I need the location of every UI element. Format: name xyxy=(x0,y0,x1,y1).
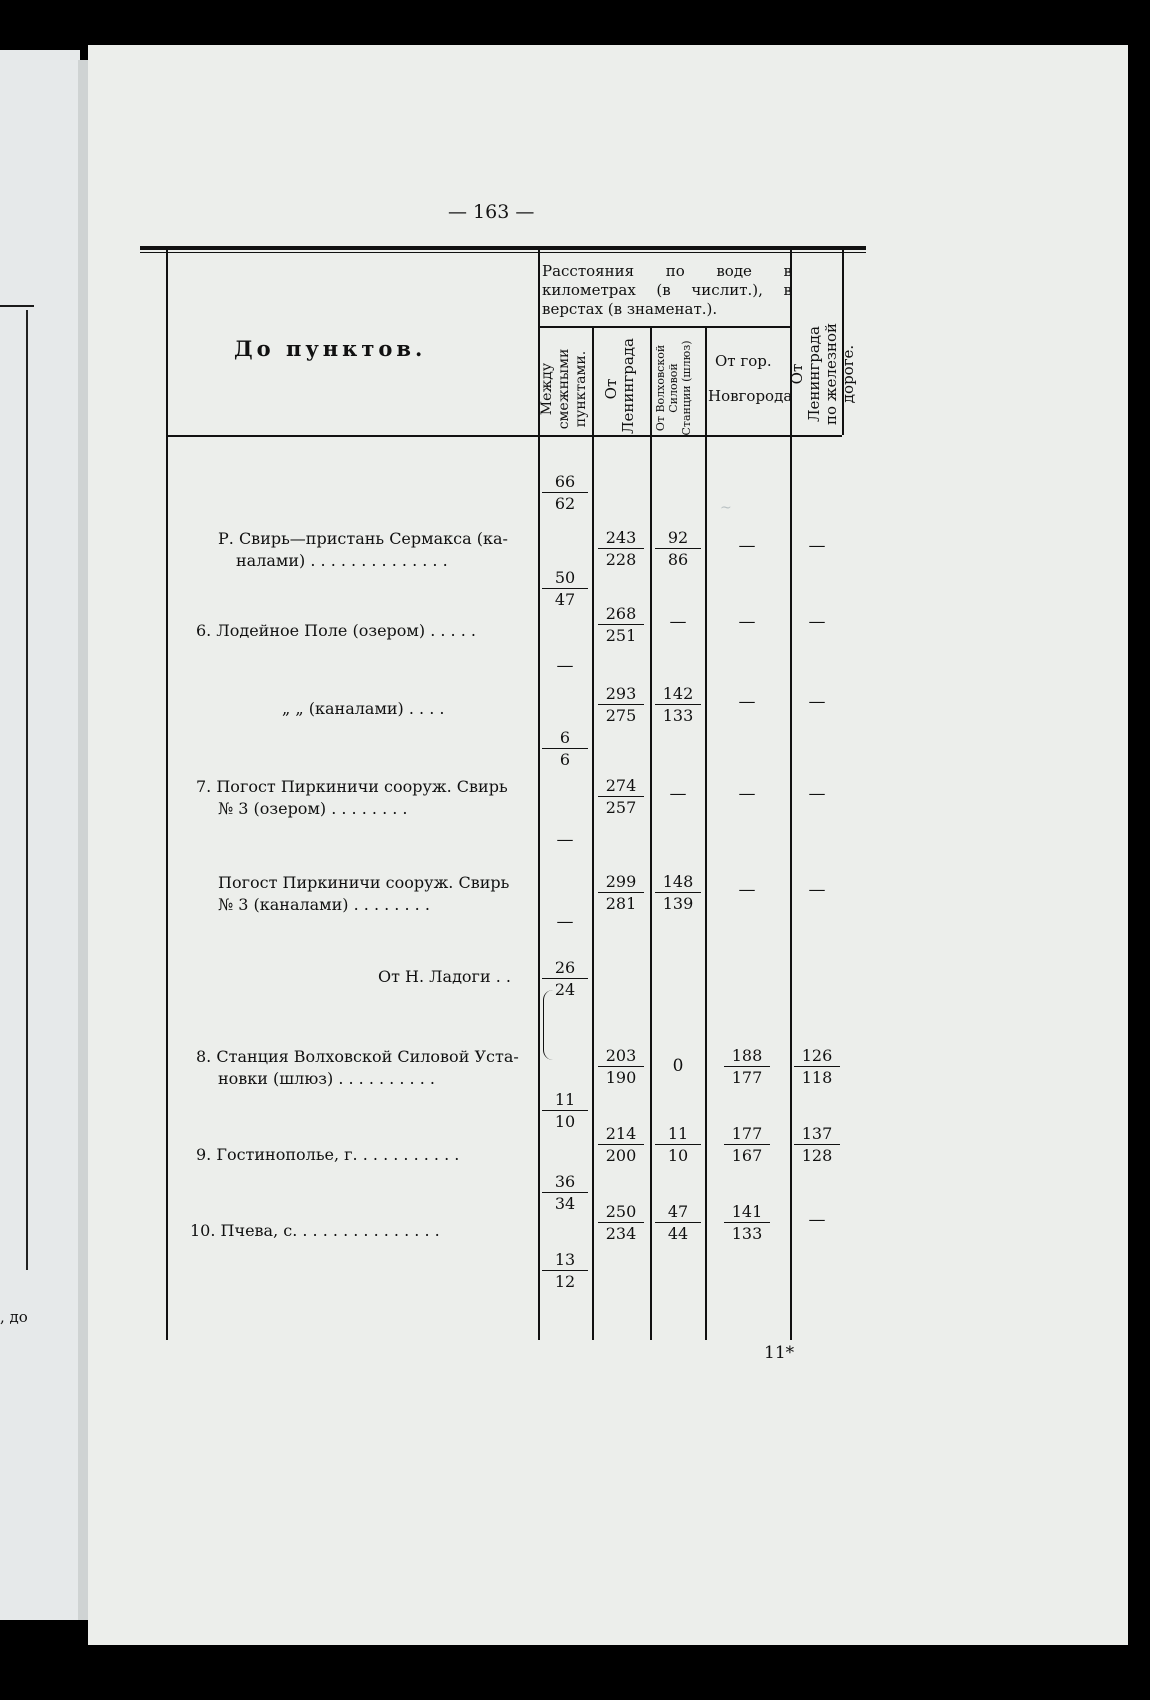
row-label: 6. Лодейное Поле (озером) . . . . . xyxy=(196,621,476,640)
distance-from-novgorod: $\frac{177}{167}$ xyxy=(724,1124,770,1165)
distance-from-volkhov: — xyxy=(669,784,687,804)
distance-from-novgorod: — xyxy=(738,612,756,632)
distance-from-novgorod: — xyxy=(738,880,756,900)
row-label: „ „ (каналами) . . . . xyxy=(282,699,445,718)
distance-from-volkhov: $\frac{47}{44}$ xyxy=(655,1202,701,1243)
distance-by-rail: — xyxy=(808,612,826,632)
header-destinations: До пунктов. xyxy=(234,336,427,361)
distance-from-leningrad: $\frac{299}{281}$ xyxy=(598,872,644,913)
distance-from-volkhov: $\frac{148}{139}$ xyxy=(655,872,701,913)
col-divider-adjacent xyxy=(592,328,594,1340)
distance-by-rail: — xyxy=(808,1210,826,1230)
distance-from-novgorod: — xyxy=(738,784,756,804)
left-page-column-line xyxy=(26,310,28,1270)
header-bottom-rule xyxy=(166,435,842,437)
distance-from-leningrad: $\frac{268}{251}$ xyxy=(598,604,644,645)
left-page-text-fragment: , до xyxy=(0,1308,28,1326)
table-top-rule xyxy=(140,246,866,250)
table-top-rule-thin xyxy=(140,252,866,253)
adjacent-distance-dash: — xyxy=(556,830,574,850)
adjacent-distance: $\frac{26}{24}$ xyxy=(542,958,588,999)
col-divider-volkhov xyxy=(705,328,707,1340)
distance-from-leningrad: $\frac{214}{200}$ xyxy=(598,1124,644,1165)
distance-from-leningrad: $\frac{274}{257}$ xyxy=(598,776,644,817)
row-label: 10. Пчева, с. . . . . . . . . . . . . . . xyxy=(190,1221,440,1240)
adjacent-distance: $\frac{11}{10}$ xyxy=(542,1090,588,1131)
row-label: Р. Свирь—пристань Сермакса (ка- налами) . . . . . . . . . . . . . . xyxy=(218,529,508,570)
adjacent-distance-dash: — xyxy=(556,656,574,676)
distance-by-rail: — xyxy=(808,692,826,712)
header-from-town: От гор. xyxy=(715,352,772,370)
adjacent-distance: $\frac{50}{47}$ xyxy=(542,568,588,609)
row-label: 7. Погост Пиркиничи сооруж. Свирь № 3 (озером) . . . . . . . . xyxy=(196,777,508,818)
distance-from-volkhov: $\frac{92}{86}$ xyxy=(655,528,701,569)
table-left-border xyxy=(166,250,168,1340)
header-rail-from-leningrad: От Ленинграда по железной дороге. xyxy=(788,322,857,426)
distance-from-volkhov: — xyxy=(669,612,687,632)
adjacent-distance: $\frac{66}{62}$ xyxy=(542,472,588,513)
row-label: 9. Гостинополье, г. . . . . . . . . . . xyxy=(196,1145,460,1164)
left-page xyxy=(0,50,80,1620)
distance-from-leningrad: $\frac{243}{228}$ xyxy=(598,528,644,569)
signature-mark: 11* xyxy=(764,1343,795,1363)
row-label: Погост Пиркиничи сооруж. Свирь № 3 (каналами) . . . . . . . . xyxy=(218,873,510,914)
adjacent-distance: $\frac{6}{6}$ xyxy=(542,728,588,769)
header-distances-by-water: Расстояния по воде в километрах (в числит.), в верстах (в знаменат.). xyxy=(542,262,792,318)
adjacent-distance-dash: — xyxy=(556,912,574,932)
group-header-rule xyxy=(538,326,790,328)
distance-by-rail: $\frac{137}{128}$ xyxy=(794,1124,840,1165)
row-label: От Н. Ладоги . . xyxy=(378,967,511,986)
table-right-border xyxy=(842,250,844,435)
left-page-rule xyxy=(0,305,34,307)
distance-from-leningrad: $\frac{250}{234}$ xyxy=(598,1202,644,1243)
distance-by-rail: — xyxy=(808,784,826,804)
brace xyxy=(543,990,558,1060)
col-divider-leningrad xyxy=(650,328,652,1340)
distance-from-leningrad: $\frac{203}{190}$ xyxy=(598,1046,644,1087)
distance-from-novgorod: — xyxy=(738,536,756,556)
distance-by-rail: — xyxy=(808,880,826,900)
row-label: 8. Станция Волховской Силовой Уста- новки (шлюз) . . . . . . . . . . xyxy=(196,1047,519,1088)
header-from-volkhov: От Волховской Силовой Станции (шлюз) xyxy=(654,340,693,436)
distance-by-rail: $\frac{126}{118}$ xyxy=(794,1046,840,1087)
header-from-leningrad: От Ленинграда xyxy=(602,338,637,434)
distance-from-volkhov: $\frac{11}{10}$ xyxy=(655,1124,701,1165)
header-novgorod: Новгорода xyxy=(708,387,793,405)
distance-by-rail: — xyxy=(808,536,826,556)
adjacent-distance: $\frac{36}{34}$ xyxy=(542,1172,588,1213)
header-between-adjacent: Между смежными пунктами. xyxy=(539,348,589,430)
bleed-through: ~ xyxy=(720,500,732,516)
distance-from-novgorod: $\frac{141}{133}$ xyxy=(724,1202,770,1243)
adjacent-distance: $\frac{13}{12}$ xyxy=(542,1250,588,1291)
page-number: — 163 — xyxy=(448,201,535,223)
distance-from-volkhov: 0 xyxy=(672,1056,684,1076)
distance-from-novgorod: $\frac{188}{177}$ xyxy=(724,1046,770,1087)
distance-from-leningrad: $\frac{293}{275}$ xyxy=(598,684,644,725)
distance-from-novgorod: — xyxy=(738,692,756,712)
distance-from-volkhov: $\frac{142}{133}$ xyxy=(655,684,701,725)
